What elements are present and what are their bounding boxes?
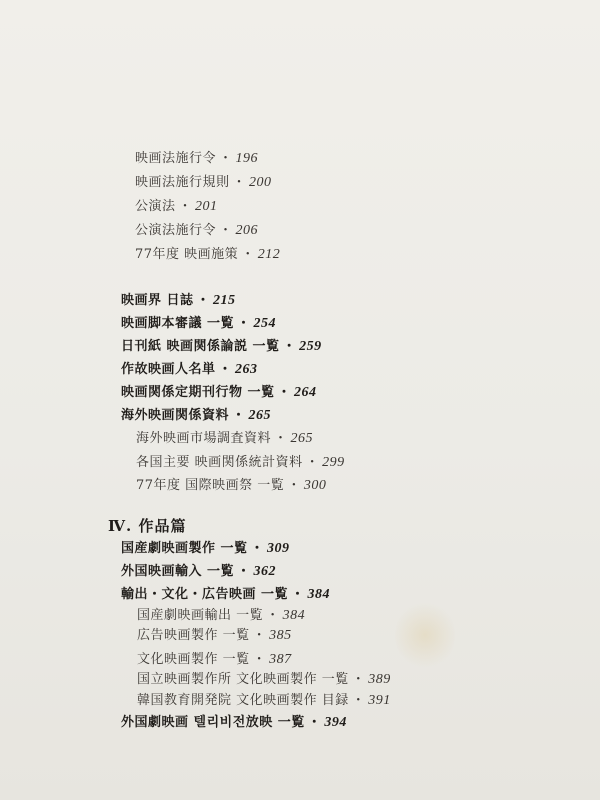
entry-title: 広告映画製作 一覧 — [137, 628, 250, 643]
section-heading: Ⅳ. 作品篇 — [108, 517, 187, 535]
toc-entry — [135, 246, 280, 264]
entry-separator: ・ — [250, 541, 265, 556]
entry-page-number: 212 — [257, 247, 281, 262]
entry-page-number: 265 — [248, 408, 272, 423]
entry-separator: ・ — [241, 247, 255, 262]
toc-entry — [121, 292, 236, 310]
toc-entry — [137, 651, 292, 669]
entry-page-number: 201 — [195, 199, 218, 214]
entry-separator: ・ — [287, 478, 301, 493]
toc-entry — [121, 338, 322, 356]
entry-separator: ・ — [274, 431, 288, 446]
entry-page-number: 394 — [324, 715, 347, 730]
toc-entry — [137, 627, 292, 645]
toc-entry — [136, 454, 345, 472]
entry-page-number: 264 — [294, 385, 317, 400]
entry-separator: ・ — [252, 652, 267, 667]
entry-page-number: 265 — [290, 431, 314, 446]
entry-title: 外国映画輸入 一覧 — [121, 564, 235, 579]
entry-separator: ・ — [237, 564, 251, 579]
entry-title: 映画界 日誌 — [121, 293, 194, 308]
entry-separator: ・ — [196, 293, 211, 308]
entry-page-number: 387 — [269, 652, 292, 667]
entry-separator: ・ — [232, 175, 247, 190]
entry-title: 日刊紙 映画関係論説 一覧 — [121, 339, 280, 354]
entry-title: 公演法 — [135, 199, 176, 214]
entry-separator: ・ — [219, 223, 233, 238]
entry-separator: ・ — [219, 151, 233, 166]
entry-page-number: 254 — [253, 316, 277, 331]
entry-title: 外国劇映画 텔리비전放映 一覧 — [121, 715, 305, 730]
toc-entry — [137, 607, 305, 625]
toc-entry — [121, 315, 276, 333]
entry-title: 文化映画製作 一覧 — [137, 652, 250, 667]
entry-title: 77年度 国際映画祭 一覧 — [136, 478, 285, 493]
entry-page-number: 389 — [368, 672, 391, 687]
entry-title: 公演法施行令 — [135, 223, 217, 238]
entry-page-number: 362 — [253, 564, 277, 579]
toc-entry — [121, 540, 290, 558]
entry-separator: ・ — [178, 199, 193, 214]
toc-entry — [135, 150, 258, 168]
toc-entry — [121, 384, 317, 402]
entry-title: 各国主要 映画関係統計資料 — [136, 455, 303, 470]
entry-separator: ・ — [277, 385, 292, 400]
entry-separator: ・ — [305, 455, 320, 470]
toc-entry — [135, 222, 258, 240]
entry-page-number: 384 — [282, 608, 306, 623]
entry-title: 映画脚本審議 一覧 — [121, 316, 235, 331]
entry-title: 国産劇映画輸出 一覧 — [137, 608, 264, 623]
entry-page-number: 385 — [269, 628, 292, 643]
entry-title: 国立映画製作所 文化映画製作 一覧 — [137, 672, 349, 687]
entry-title: 77年度 映画施策 — [135, 247, 239, 262]
toc-entry — [137, 692, 391, 710]
entry-title: 輸出・文化・広告映画 一覧 — [121, 587, 289, 602]
toc-entry — [135, 174, 272, 192]
toc-entry — [121, 361, 258, 379]
entry-title: 国産劇映画製作 一覧 — [121, 541, 248, 556]
entry-title: 海外映画関係資料 — [121, 408, 230, 423]
entry-page-number: 263 — [235, 362, 258, 377]
entry-page-number: 200 — [249, 175, 272, 190]
entry-separator: ・ — [282, 339, 297, 354]
entry-page-number: 299 — [322, 455, 345, 470]
toc-entry — [135, 198, 218, 216]
entry-title: 映画法施行令 — [135, 151, 217, 166]
entry-page-number: 259 — [299, 339, 322, 354]
entry-separator: ・ — [218, 362, 233, 377]
entry-page-number: 300 — [303, 478, 327, 493]
entry-separator: ・ — [266, 608, 280, 623]
toc-entry — [121, 714, 347, 732]
entry-page-number: 215 — [213, 293, 236, 308]
toc-entry — [121, 586, 330, 604]
entry-title: 映画関係定期刊行物 一覧 — [121, 385, 275, 400]
entry-page-number: 391 — [368, 693, 391, 708]
toc-entry — [136, 477, 326, 495]
paper-stain — [395, 600, 455, 670]
entry-title: 作故映画人名単 — [121, 362, 216, 377]
toc-entry — [121, 563, 276, 581]
entry-page-number: 196 — [235, 151, 259, 166]
entry-separator: ・ — [351, 672, 366, 687]
entry-separator: ・ — [351, 693, 366, 708]
entry-separator: ・ — [291, 587, 305, 602]
entry-separator: ・ — [252, 628, 267, 643]
entry-page-number: 309 — [267, 541, 290, 556]
entry-separator: ・ — [307, 715, 322, 730]
toc-entry — [121, 407, 271, 425]
entry-title: 韓国教育開発院 文化映画製作 目録 — [137, 693, 349, 708]
entry-separator: ・ — [232, 408, 246, 423]
entry-title: 海外映画市場調査資料 — [136, 431, 272, 446]
entry-page-number: 206 — [235, 223, 259, 238]
toc-entry — [136, 430, 313, 448]
entry-page-number: 384 — [307, 587, 331, 602]
entry-separator: ・ — [237, 316, 251, 331]
entry-title: 映画法施行規則 — [135, 175, 230, 190]
toc-entry — [137, 671, 391, 689]
